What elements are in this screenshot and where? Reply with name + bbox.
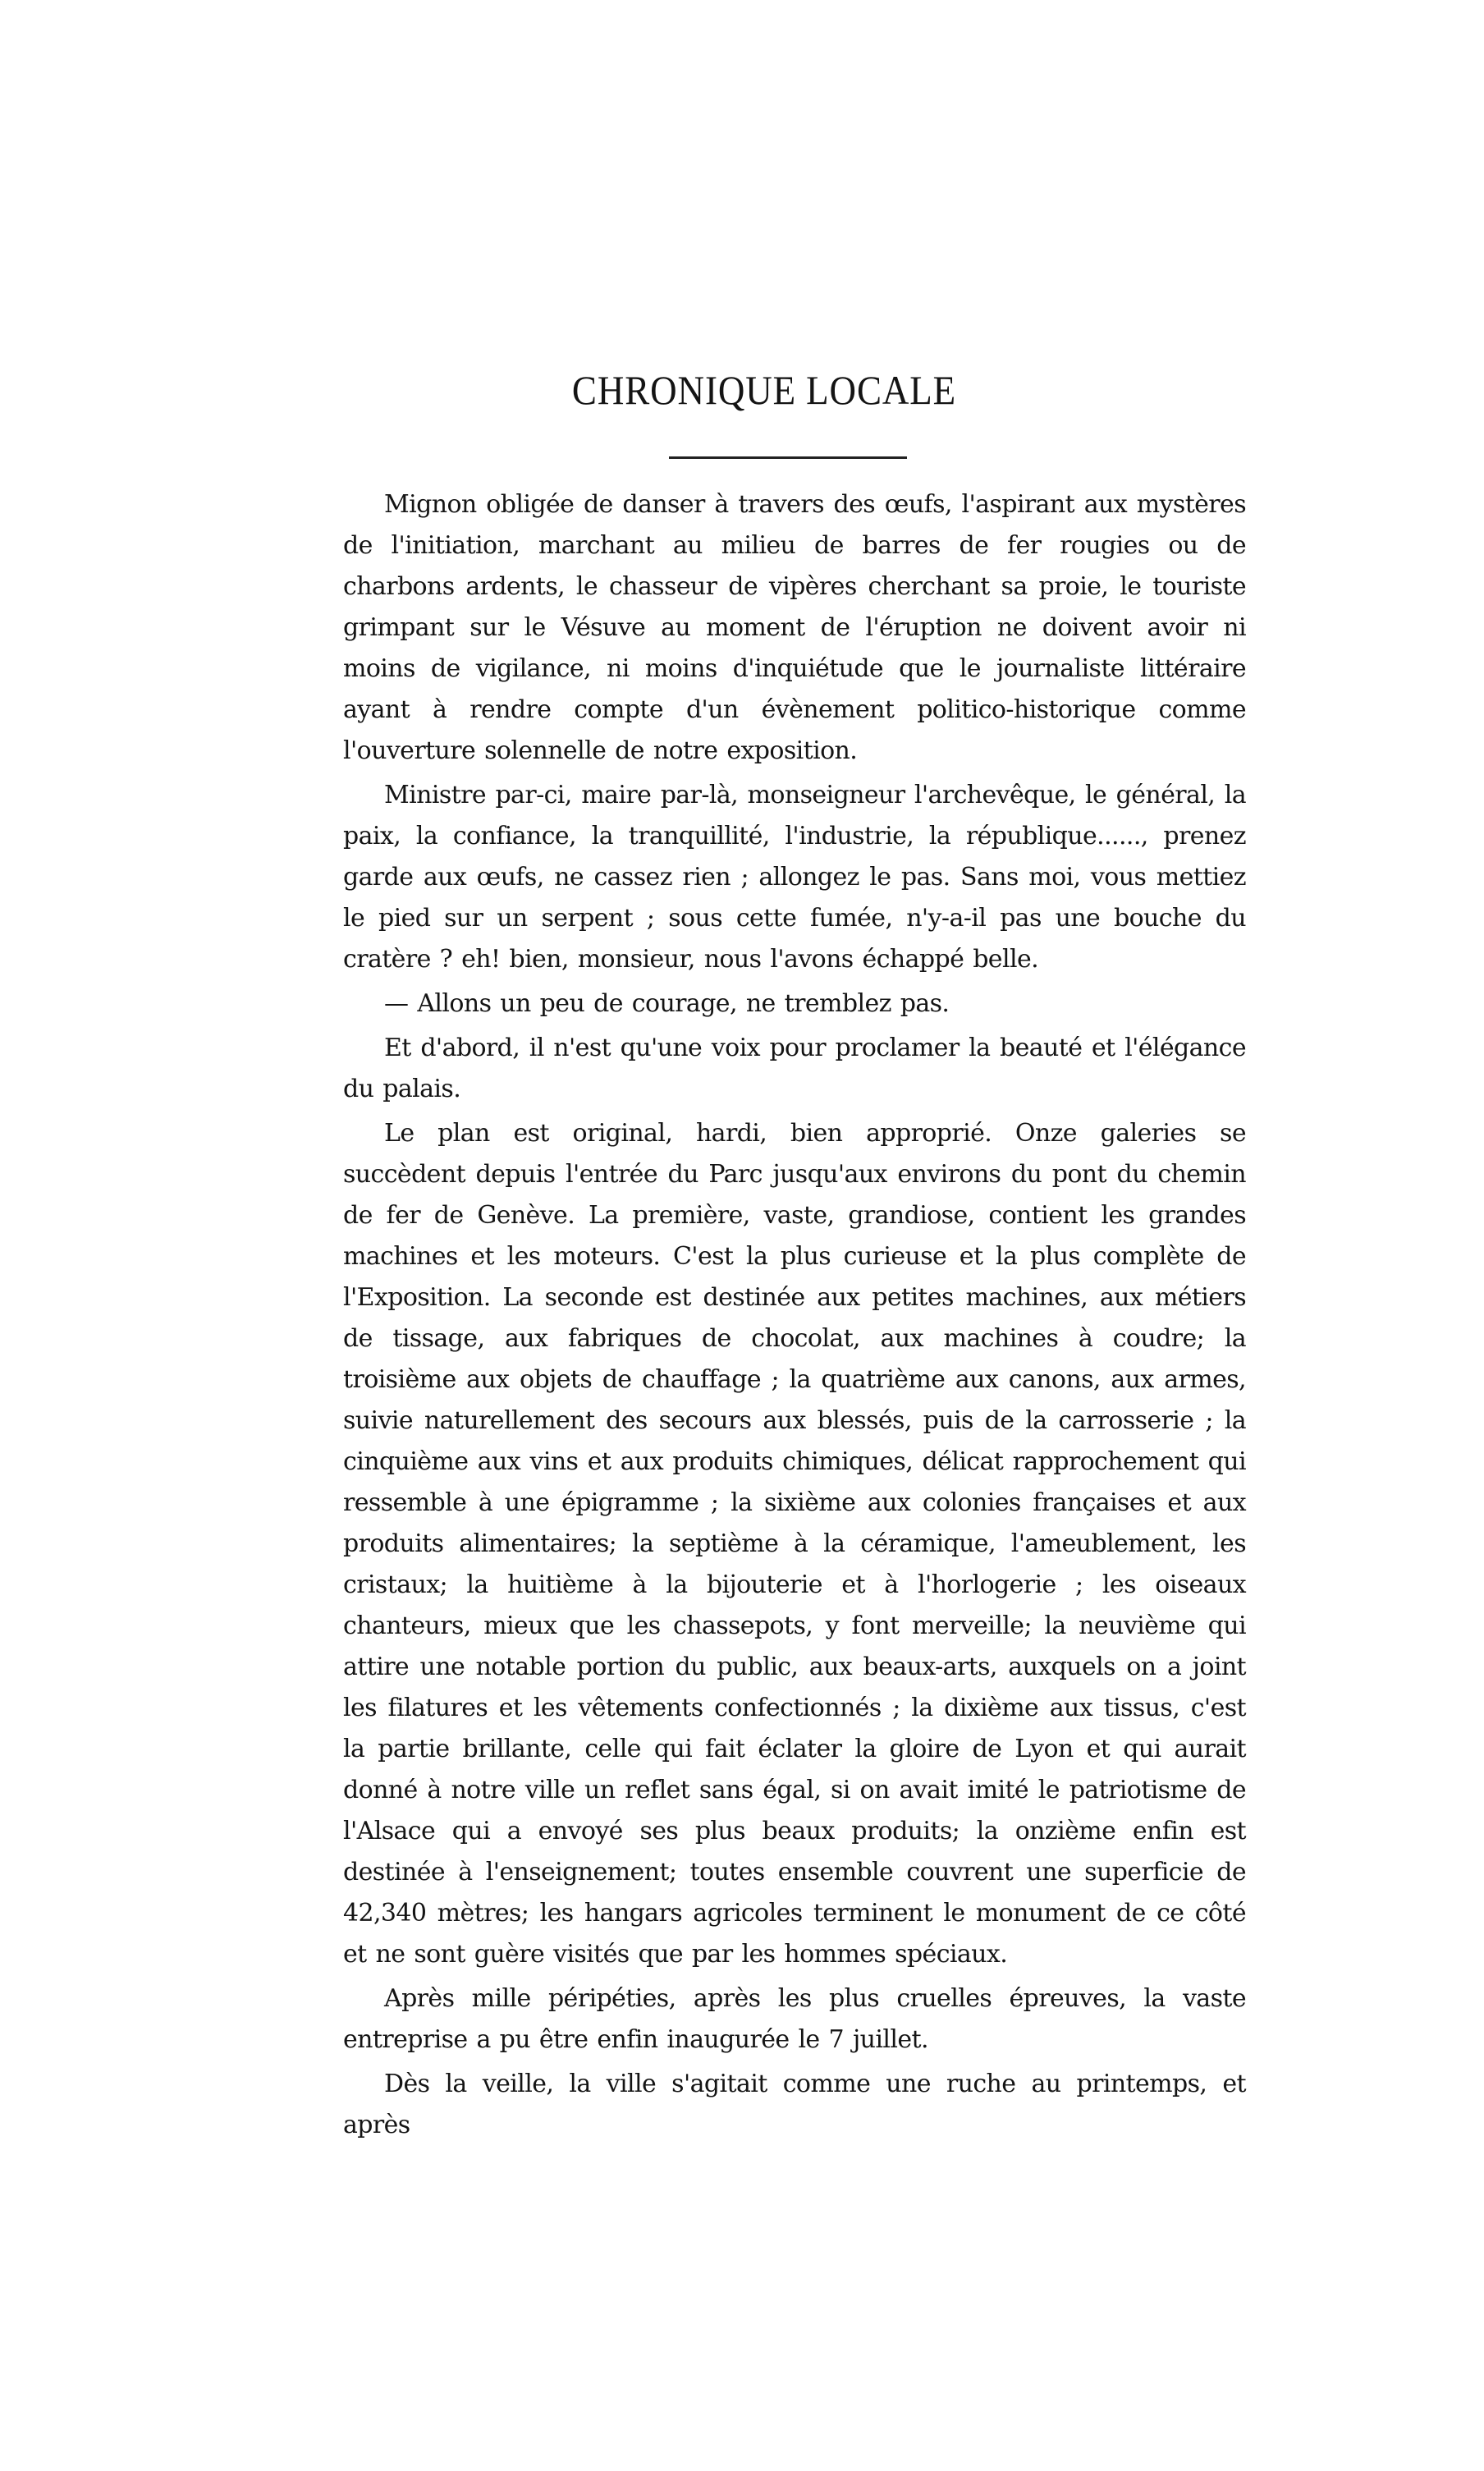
paragraph: Après mille péripéties, après les plus cruelles épreuves, la vaste entreprise a pu être enfin inaugurée le 7 juillet. bbox=[343, 1984, 1246, 2054]
paragraph: — Allons un peu de courage, ne tremblez pas. bbox=[384, 989, 950, 1018]
paragraph: Et d'abord, il n'est qu'une voix pour proclamer la beauté et l'élégance du palais. bbox=[343, 1034, 1246, 1103]
page-title: CHRONIQUE LOCALE bbox=[571, 367, 957, 413]
article-body bbox=[343, 484, 1246, 2149]
title-rule bbox=[669, 456, 907, 459]
paragraph: Le plan est original, hardi, bien approprié. Onze galeries se succèdent depuis l'entrée du Parc jusqu'aux environs du pont du chemin de fer de Genève. La première, vaste, grandiose, contient les grandes machines et les moteurs. C'est la plus curieuse et la plus complète de l'Exposition. La seconde est destinée aux petites machines, aux métiers de tissage, aux fabriques de chocolat, aux machines à coudre; la troisième aux objets de chauffage ; la quatrième aux canons, aux armes, suivie naturellement des secours aux blessés, puis de la carrosserie ; la cinquième aux vins et aux produits chimiques, délicat rapprochement qui ressemble à une épigramme ; la sixième aux colonies françaises et aux produits alimentaires; la septième à la céramique, l'ameublement, les cristaux; la huitième à la bijouterie et à l'horlogerie ; les oiseaux chanteurs, mieux que les chassepots, y font merveille; la neuvième qui attire une notable portion du public, aux beaux-arts, auxquels on a joint les filatures et les vêtements confectionnés ; la dixième aux tissus, c'est la partie brillante, celle qui fait éclater la gloire de Lyon et qui aurait donné à notre ville un reflet sans égal, si on avait imité le patriotisme de l'Alsace qui a envoyé ses plus beaux produits; la onzième enfin est destinée à l'enseignement; toutes ensemble couvrent une superficie de 42,340 mètres; les hangars agricoles terminent le monument de ce côté et ne sont guère visités que par les hommes spéciaux. bbox=[343, 1119, 1246, 1969]
paragraph: Dès la veille, la ville s'agitait comme une ruche au printemps, et après bbox=[343, 2070, 1246, 2139]
paragraph: Mignon obligée de danser à travers des œufs, l'aspirant aux mystères de l'initiation, marchant au milieu de barres de fer rougies ou de charbons ardents, le chasseur de vipères cherchant sa proie, le touriste grimpant sur le Vésuve au moment de l'éruption ne doivent avoir ni moins de vigilance, ni moins d'inquiétude que le journaliste littéraire ayant à rendre compte d'un évènement politico-historique comme l'ouverture solennelle de notre exposition. bbox=[343, 490, 1246, 765]
paragraph: Ministre par-ci, maire par-là, monseigneur l'archevêque, le général, la paix, la confiance, la tranquillité, l'industrie, la république......, prenez garde aux œufs, ne cassez rien ; allongez le pas. Sans moi, vous mettiez le pied sur un serpent ; sous cette fumée, n'y-a-il pas une bouche du cratère ? eh! bien, monsieur, nous l'avons échappé belle. bbox=[343, 781, 1246, 974]
